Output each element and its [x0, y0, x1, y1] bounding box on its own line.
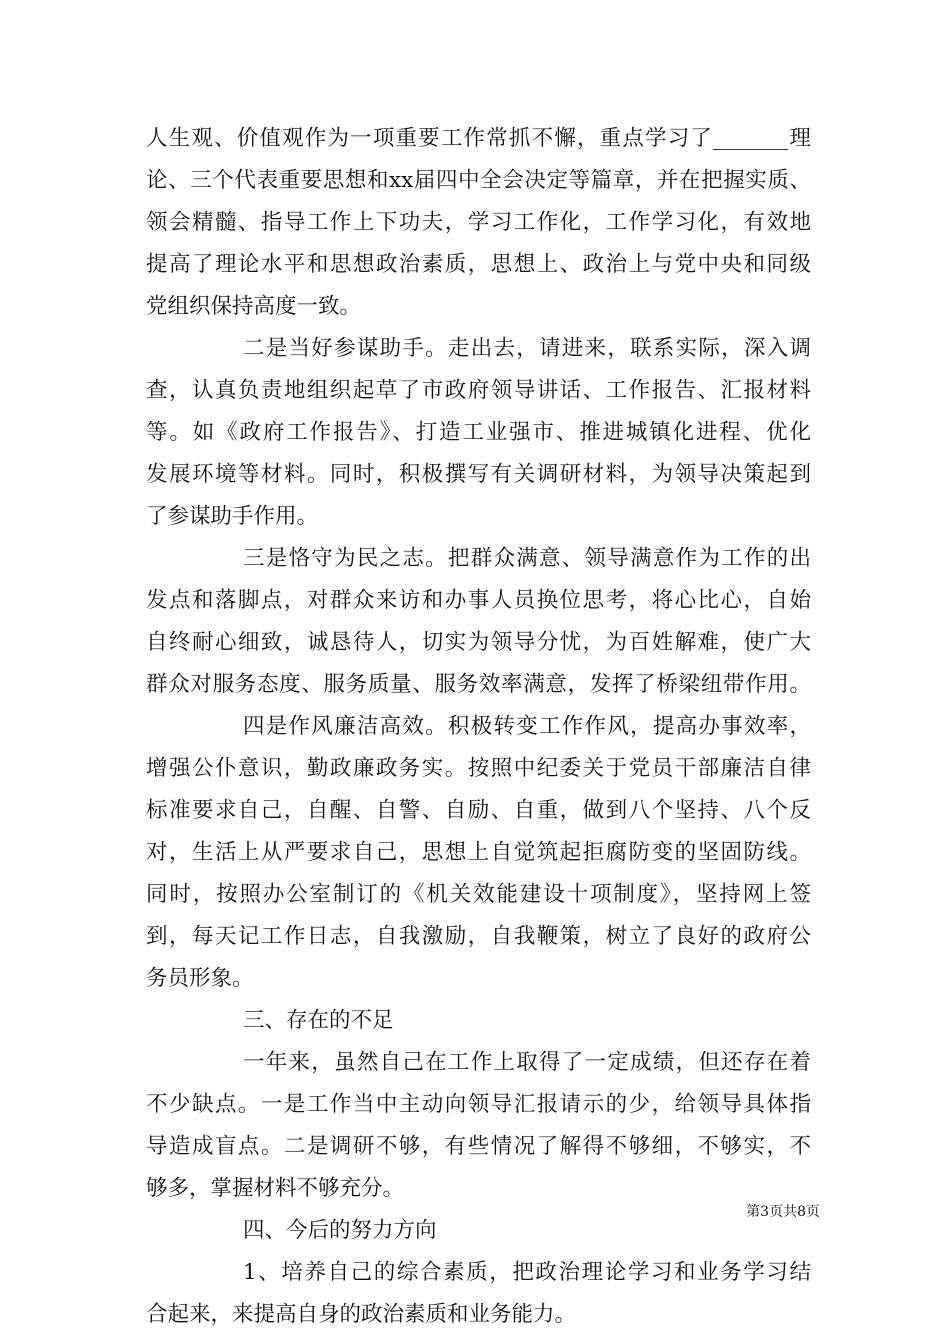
page-number: 第3页共8页	[746, 1204, 820, 1220]
text-line: 论、三个代表重要思想和xx届四中全会决定等篇章，并在把握实质、	[146, 168, 811, 193]
text-line: 标准要求自己，自醒、自警、自励、自重，做到八个坚持、八个反	[146, 798, 811, 823]
paragraph-start: 三是恪守为民之志。把群众满意、领导满意作为工作的出	[243, 546, 811, 571]
text-line: 合起来，来提高自身的政治素质和业务能力。	[146, 1302, 577, 1327]
text-line: 到，每天记工作日志，自我激励，自我鞭策，树立了良好的政府公	[146, 924, 811, 949]
text-line: 等。如《政府工作报告》、打造工业强市、推进城镇化进程、优化	[146, 420, 811, 445]
text-line: 同时，按照办公室制订的《机关效能建设十项制度》，坚持网上签	[146, 882, 811, 907]
paragraph-start: 1、培养自己的综合素质，把政治理论学习和业务学习结	[243, 1260, 811, 1285]
text-line: 够多，掌握材料不够充分。	[146, 1176, 405, 1201]
body-text	[146, 118, 811, 1336]
text-line: 增强公仆意识，勤政廉政务实。按照中纪委关于党员干部廉洁自律	[146, 756, 811, 781]
text-line: 导造成盲点。二是调研不够，有些情况了解得不够细，不够实，不	[146, 1134, 811, 1159]
section-heading: 四、今后的努力方向	[243, 1218, 437, 1243]
paragraph-start: 一年来，虽然自己在工作上取得了一定成绩，但还存在着	[243, 1050, 811, 1075]
text-line: 提高了理论水平和思想政治素质，思想上、政治上与党中央和同级	[146, 252, 811, 277]
text-line: 务员形象。	[146, 966, 254, 991]
text-line: 群众对服务态度、服务质量、服务效率满意，发挥了桥梁纽带作用。	[146, 672, 811, 697]
text-line: 查，认真负责地组织起草了市政府领导讲话、工作报告、汇报材料	[146, 378, 811, 403]
text-line: 人生观、价值观作为一项重要工作常抓不懈，重点学习了_______理	[146, 126, 811, 151]
text-line: 自终耐心细致，诚恳待人，切实为领导分忧，为百姓解难，使广大	[146, 630, 811, 655]
text-line: 不少缺点。一是工作当中主动向领导汇报请示的少，给领导具体指	[146, 1092, 811, 1117]
paragraph-start: 二是当好参谋助手。走出去，请进来，联系实际，深入调	[243, 336, 811, 361]
text-line: 发点和落脚点，对群众来访和办事人员换位思考，将心比心，自始	[146, 588, 811, 613]
text-line: 了参谋助手作用。	[146, 504, 319, 529]
paragraph-start: 四是作风廉洁高效。积极转变工作作风，提高办事效率，	[243, 714, 811, 739]
text-line: 发展环境等材料。同时，积极撰写有关调研材料，为领导决策起到	[146, 462, 811, 487]
section-heading: 三、存在的不足	[243, 1008, 394, 1033]
text-line: 党组织保持高度一致。	[146, 294, 362, 319]
text-line: 对，生活上从严要求自己，思想上自觉筑起拒腐防变的坚固防线。	[146, 840, 811, 865]
text-line: 领会精髓、指导工作上下功夫，学习工作化，工作学习化，有效地	[146, 210, 811, 235]
